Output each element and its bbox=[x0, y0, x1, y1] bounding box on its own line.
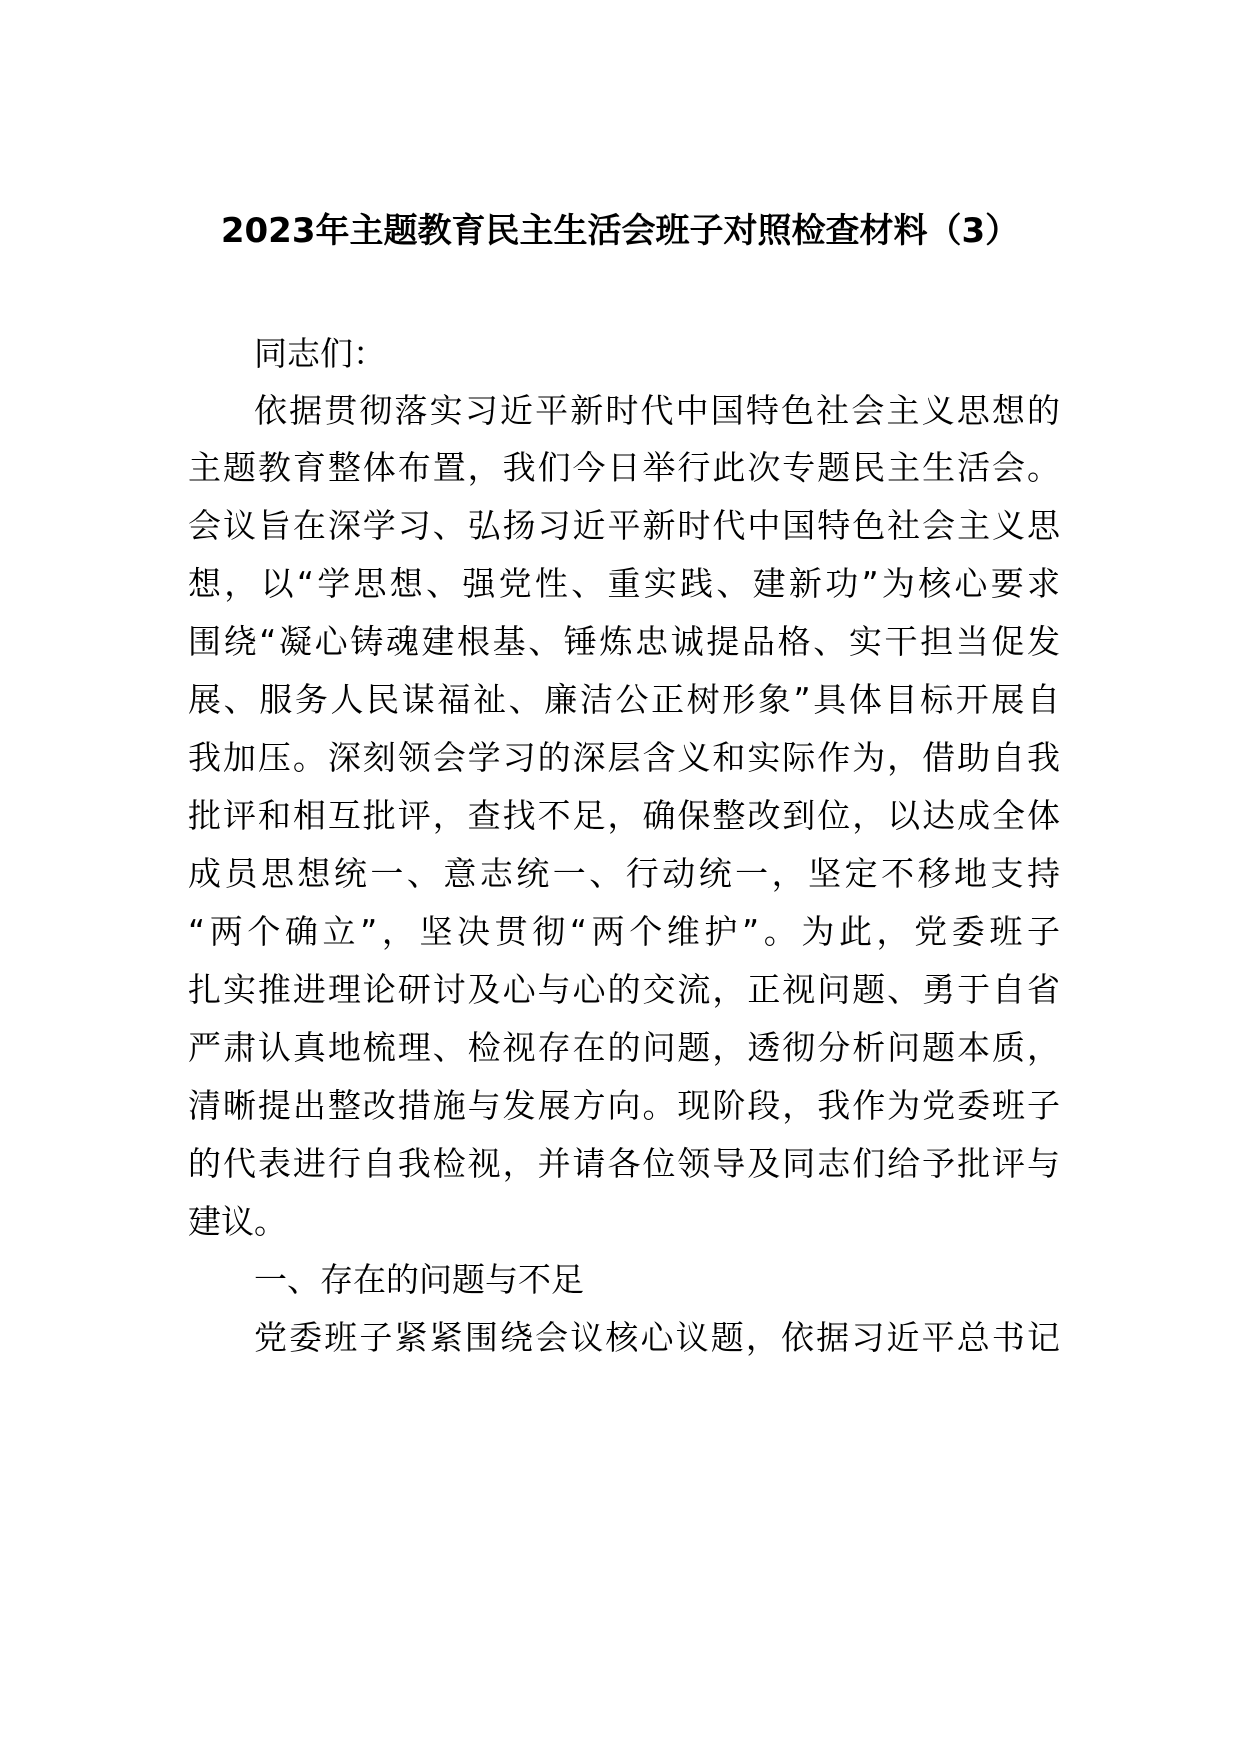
paragraph-line: 我加压。深刻领会学习的深层含义和实际作为，借助自我 bbox=[188, 738, 1060, 777]
paragraph-line: 批评和相互批评，查找不足，确保整改到位，以达成全体 bbox=[188, 796, 1060, 835]
paragraph-line: 党委班子紧紧围绕会议核心议题，依据习近平总书记 bbox=[254, 1318, 1060, 1357]
paragraph-line: 想，以“学思想、强党性、重实践、建新功”为核心要求 bbox=[188, 564, 1060, 603]
paragraph-line: 扎实推进理论研讨及心与心的交流，正视问题、勇于自省 bbox=[188, 970, 1060, 1009]
paragraph-line: 建议。 bbox=[188, 1202, 287, 1241]
paragraph-line: 展、服务人民谋福祉、廉洁公正树形象”具体目标开展自 bbox=[188, 680, 1060, 719]
paragraph-line: 会议旨在深学习、弘扬习近平新时代中国特色社会主义思 bbox=[188, 506, 1060, 545]
section-heading: 一、存在的问题与不足 bbox=[254, 1260, 584, 1299]
paragraph-line: 清晰提出整改措施与发展方向。现阶段，我作为党委班子 bbox=[188, 1086, 1060, 1125]
paragraph-line: 的代表进行自我检视，并请各位领导及同志们给予批评与 bbox=[188, 1144, 1060, 1183]
paragraph-line: 严肃认真地梳理、检视存在的问题，透彻分析问题本质， bbox=[188, 1028, 1060, 1067]
document-title: 2023年主题教育民主生活会班子对照检查材料（3） bbox=[220, 211, 1020, 251]
paragraph-line: 成员思想统一、意志统一、行动统一，坚定不移地支持 bbox=[188, 854, 1060, 893]
salutation: 同志们： bbox=[254, 334, 386, 373]
paragraph-line: 围绕“凝心铸魂建根基、锤炼忠诚提品格、实干担当促发 bbox=[188, 622, 1060, 661]
paragraph-line: 依据贯彻落实习近平新时代中国特色社会主义思想的 bbox=[254, 391, 1060, 430]
paragraph-line: “两个确立”，坚决贯彻“两个维护”。为此，党委班子 bbox=[188, 912, 1060, 951]
paragraph-line: 主题教育整体布置，我们今日举行此次专题民主生活会。 bbox=[188, 448, 1060, 487]
